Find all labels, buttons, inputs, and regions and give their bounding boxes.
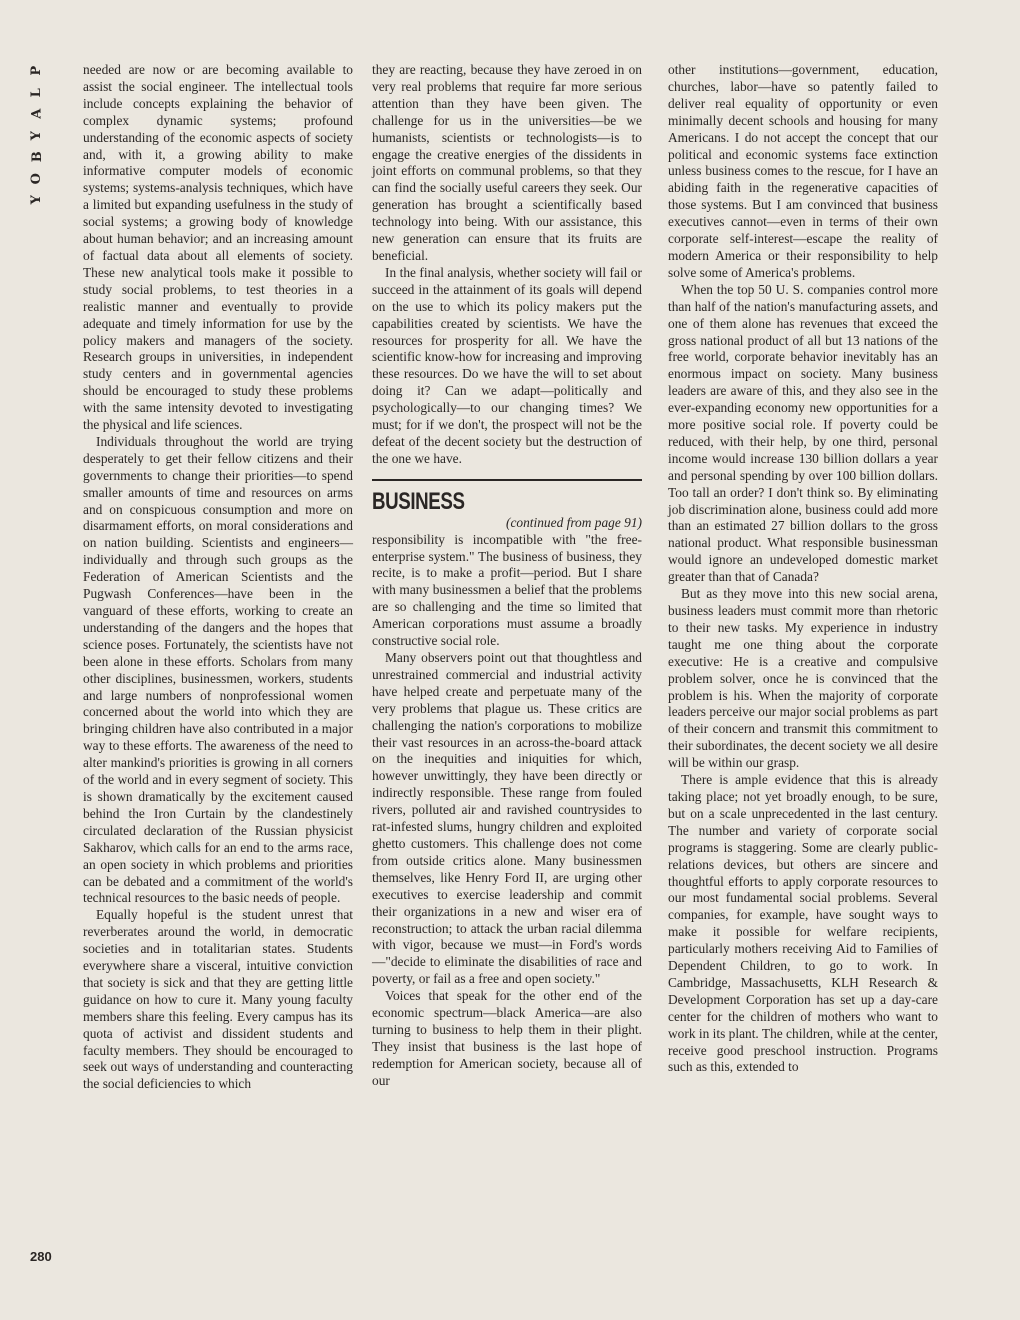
text-column-3 <box>668 62 938 1076</box>
paragraph: When the top 50 U. S. companies control more than half of the nation's manufacturing assets, and one of them alone has revenues that exceed the gross national product of all but 13 nations of the free world, corporate behavior inevitably has an enormous impact on society. Many business leaders are aware of this, and they also see in the ever-expanding economy new opportunities for a more positive social role. If poverty could be reduced, with their help, by one third, personal income would increase 130 billion dollars a year and personal spending by over 100 billion dollars. Too tall an order? I don't think so. By eliminating job discrimination alone, business could add more than an estimated 27 billion dollars to the gross national product. What responsible businessman would ignore an undeveloped domestic market greater than that of Canada? <box>668 281 938 585</box>
text-column-2 <box>372 62 642 1090</box>
text-column-1 <box>83 62 353 1093</box>
section-heading: BUSINESS <box>372 487 465 515</box>
paragraph: There is ample evidence that this is already taking place; not yet broadly enough, to be sure, but on a scale unprecedented in the last century. The number and variety of corporate social programs is staggering. Some are clearly public-relations devices, but others are sincere and thoughtful efforts to apply corporate resources to our most fundamental social problems. Several companies, for example, have sought ways to make it possible for welfare recipients, particularly mothers receiving Aid to Families of Dependent Children, to go to work. In Cambridge, Massachusetts, KLH Research & Development Corporation has set up a day-care center for the children of mothers who want to work in its plant. The children, while at the center, receive good preschool instruction. Programs such as this, extended to <box>668 772 938 1075</box>
magazine-letter: Y <box>29 195 45 205</box>
paragraph: Many observers point out that thoughtless and unrestrained commercial and industrial activity have helped create and perpetuate many of the very problems that plague us. These critics are challenging the nation's corporations to mobilize their vast resources in an across-the-board attack on the inequities and iniquities for which, however unwittingly, they have been directly or indirectly responsible. These range from fouled rivers, polluted air and ravished countrysides to rat-infested slums, hungry children and exploited ghetto customers. This challenge does not come from outside critics alone. Many businessmen themselves, like Henry Ford II, are urging other executives to exercise leadership and commit their organizations in a new and wiser era of reconstruction; to attack the urban racial dilemma with vigor, because we must—in Ford's words—"decide to eliminate the disabilities of race and poverty, or fail as a free and open society." <box>372 650 642 987</box>
paragraph: they are reacting, because they have zeroed in on very real problems that require far more serious attention than they have been given. The challenge for us in the universities—be we humanists, scientists or technologists—is to engage the creative energies of the dissidents in joint efforts on communal problems, so that they can find the socially useful careers they seek. Our generation has brought a scientifically based technology into being. With our assistance, this new generation can ensure that its fruits are beneficial. <box>372 62 642 263</box>
paragraph: In the final analysis, whether society will fail or succeed in the attainment of its goals will depend on the use to which its policy makers put the capabilities created by scientists. We have the resources for prosperity for all. We have the scientific know-how for increasing and improving these resources. Do we have the will to set about doing it? Can we adapt—politically and psychologically—to our changing times? We must; for if we don't, the prospect will not be the defeat of the decent society but the destruction of the one we have. <box>372 264 642 466</box>
paragraph: Equally hopeful is the student unrest that reverberates around the world, in democratic societies and in totalitarian states. Students everywhere share a visceral, intuitive conviction that society is sick and that they are getting little guidance on how to cure it. Many young faculty members share this feeling. Every campus has its quota of activist and dissident students and faculty members. They should be encouraged to seek out ways of understanding and counteracting the social deficiencies to which <box>83 907 353 1092</box>
magazine-letter: A <box>29 108 45 119</box>
magazine-letter: L <box>29 87 45 97</box>
magazine-letter: B <box>29 151 45 163</box>
magazine-name-vertical <box>26 60 48 211</box>
paragraph: responsibility is incompatible with "the free-enterprise system." The business of business, they recite, is to make a profit—period. But I share with many businessmen a belief that the problems are so challenging and the time so limited that American corporations must assume a broadly constructive social role. <box>372 531 642 649</box>
magazine-letter: Y <box>29 130 45 140</box>
section-divider <box>372 479 642 481</box>
continued-note: (continued from page 91) <box>506 514 642 530</box>
magazine-letter: O <box>29 172 45 184</box>
magazine-letter: P <box>29 65 45 76</box>
paragraph: Individuals throughout the world are trying desperately to get their fellow citizens and their governments to change their priorities—to spend smaller amounts of time and resources on arms and on conspicuous consumption and more on disarmament efforts, on moral considerations and on nation building. Scientists and engineers—individually and through such groups as the Federation of American Scientists and the Pugwash Conferences—have been in the vanguard of these efforts, working to create an understanding of the dangers and the hopes that science poses. Fortunately, the scientists have not been alone in these efforts. Scholars from many other disciplines, businessmen, workers, students and large numbers of nonprofessional women concerned about the world into which they are bringing children have also contributed in a major way to these efforts. The awareness of the need to alter mankind's priorities is growing in all corners of the world and in every segment of society. This is shown dramatically by the excitement caused behind the Iron Curtain by the clandestinely circulated declaration of the Russian physicist Sakharov, which calls for an end to the arms race, an open society in which problems and priorities can be debated and a commitment of the world's technical resources to the basic needs of people. <box>83 433 353 906</box>
paragraph: other institutions—government, education, churches, labor—have so patently failed to deliver real equality of opportunity or even minimally decent schools and housing for many Americans. I do not accept the concept that our political and economic systems face extinction unless business comes to the rescue, for I have an abiding faith in the regenerative capacities of those systems. But I am convinced that business executives cannot—even in terms of their own corporate self-interest—escape the reality of modern America or their responsibility to help solve some of America's problems. <box>668 62 938 280</box>
paragraph: But as they move into this new social arena, business leaders must commit more than rhetoric to their new tasks. My experience in industry taught me one thing about the corporate executive: He is a creative and compulsive problem solver, once he is convinced that the problem is his. When the majority of corporate leaders perceive our major social problems as part of their concern and transmit this commitment to their subordinates, the decent society we all desire will be within our grasp. <box>668 586 938 771</box>
page-number: 280 <box>30 1249 52 1264</box>
paragraph: Voices that speak for the other end of the economic spectrum—black America—are also turning to business to help them in their plight. They insist that business is the last hope of redemption for American society, because all of our <box>372 988 642 1088</box>
paragraph: needed are now or are becoming available to assist the social engineer. The intellectual tools include concepts explaining the behavior of complex dynamic systems; profound understanding of the economic aspects of society and, with it, a growing ability to make informative computer models of economic systems; systems-analysis techniques, which have a limited but expanding usefulness in the study of social systems; a growing body of knowledge about human behavior; and an increasing amount of factual data about all elements of society. These new analytical tools make it possible to study social problems, to test theories in a realistic manner and eventually to provide adequate and timely information for use by the policy makers and managers of the society. Research groups in universities, in independent study centers and in governmental agencies should be encouraged to study these problems with the same intensity devoted to investigating the physical and life sciences. <box>83 62 353 433</box>
